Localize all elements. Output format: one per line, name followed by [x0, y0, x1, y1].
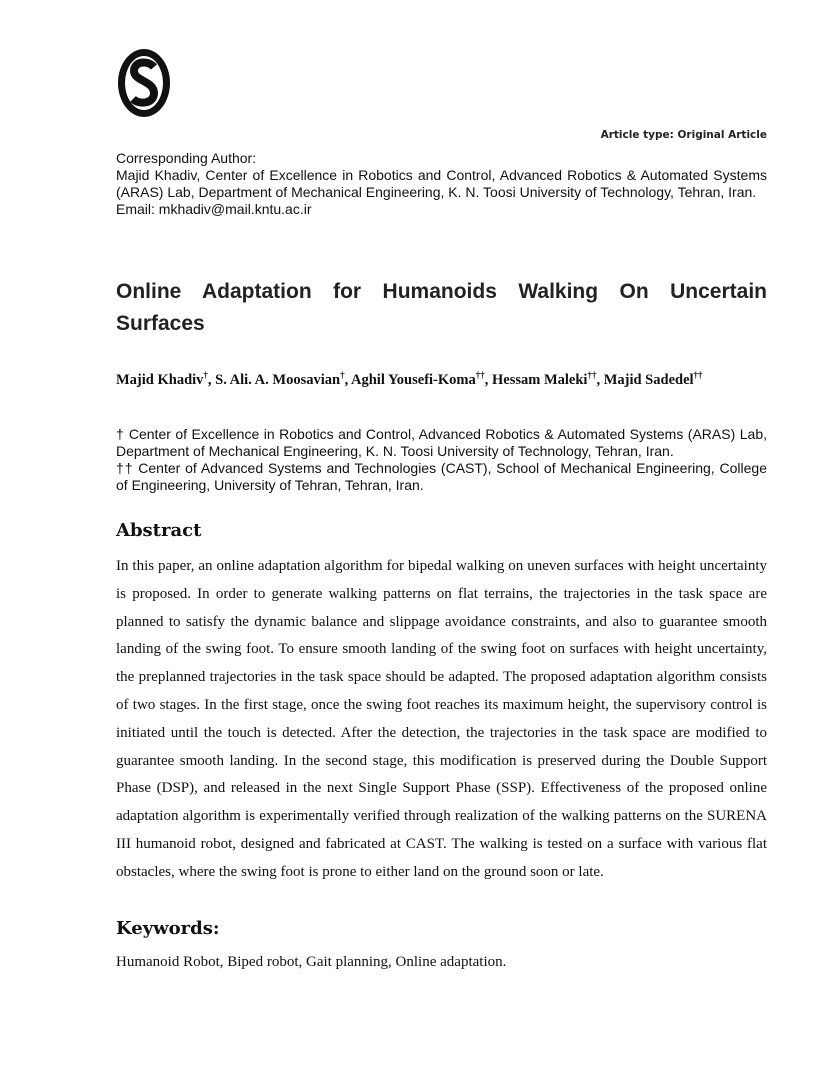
corresponding-author-block: [116, 150, 767, 218]
paper-title: Online Adaptation for Humanoids Walking On Uncertain Surfaces: [116, 280, 767, 335]
author-mark: ††: [693, 370, 703, 380]
author-mark: †: [203, 370, 208, 380]
keywords-heading: Keywords:: [116, 918, 220, 939]
corresponding-author-label: Corresponding Author:: [116, 150, 257, 166]
author-name: Majid Khadiv: [116, 371, 204, 388]
author-list: [116, 370, 776, 389]
author-name: Majid Sadedel: [603, 371, 694, 388]
abstract-text: In this paper, an online adaptation algorithm for bipedal walking on uneven surfaces with height uncertainty is proposed. In order to generate walking patterns on flat terrains, the trajectories in the task space are planned to satisfy the dynamic balance and slippage avoidance constraints, and also to guarantee smooth landing of the swing foot. To ensure smooth landing of the swing foot on surfaces with height uncertainty, the preplanned trajectories in the task space should be adapted. The proposed adaptation algorithm consists of two stages. In the first stage, once the swing foot reaches its maximum height, the supervisory control is initiated until the touch is detected. After the detection, the trajectories in the task space are modified to guarantee smooth landing. In the second stage, this modification is preserved during the Double Support Phase (DSP), and released in the next Single Support Phase (SSP). Effectiveness of the proposed online adaptation algorithm is experimentally verified through realization of the walking patterns on the SURENA III humanoid robot, designed and fabricated at CAST. The walking is tested on a surface with various flat obstacles, where the swing foot is prone to either land on the ground soon or late.: [116, 558, 767, 880]
corresponding-author-details: Majid Khadiv, Center of Excellence in Robotics and Control, Advanced Robotics & Automated Systems (ARAS) Lab, Department of Mechanical Engineering, K. N. Toosi University of Technology, Tehran, Iran.: [116, 167, 767, 200]
affiliations: [116, 426, 767, 494]
author-mark: ††: [587, 370, 597, 380]
author-separator: ,: [344, 371, 352, 388]
journal-logo-icon: [116, 47, 172, 119]
article-type: Article type: Original Article: [600, 129, 767, 141]
keywords-text: Humanoid Robot, Biped robot, Gait planning, Online adaptation.: [116, 954, 507, 970]
affiliation-item: † Center of Excellence in Robotics and Control, Advanced Robotics & Automated Systems (ARAS) Lab, Department of Mechanical Engineering, K. N. Toosi University of Technology, Tehran, Iran.: [116, 426, 767, 459]
author-name: Aghil Yousefi-Koma: [351, 371, 476, 388]
author-mark: †: [340, 370, 345, 380]
corresponding-author-email: Email: mkhadiv@mail.kntu.ac.ir: [116, 201, 312, 217]
abstract-heading: Abstract: [116, 520, 202, 541]
author-separator: ,: [596, 371, 604, 388]
affiliation-item: †† Center of Advanced Systems and Technologies (CAST), School of Mechanical Engineering, College of Engineering, University of Tehran, Tehran, Iran.: [116, 460, 767, 493]
author-separator: ,: [207, 371, 216, 388]
author-mark: ††: [475, 370, 485, 380]
author-separator: ,: [484, 371, 492, 388]
author-name: Hessam Maleki: [492, 371, 588, 388]
author-name: S. Ali. A. Moosavian: [215, 371, 341, 388]
